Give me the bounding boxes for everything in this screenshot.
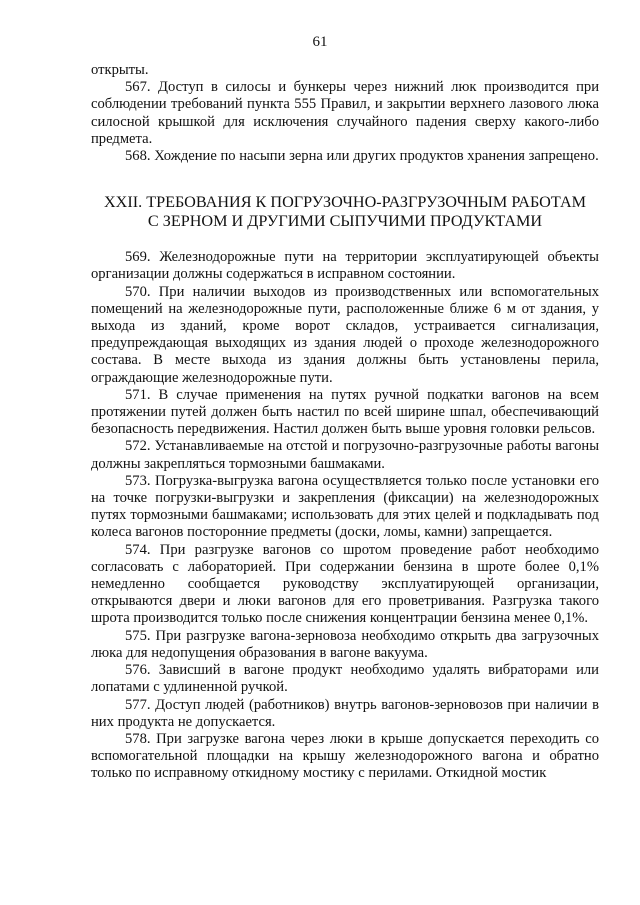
- paragraph-568: 568. Хождение по насыпи зерна или других продуктов хранения запрещено.: [125, 148, 599, 165]
- section-heading-line-2: С ЗЕРНОМ И ДРУГИМИ СЫПУЧИМИ ПРОДУКТАМИ: [147, 212, 543, 231]
- paragraph-573: 573. Погрузка-выгрузка вагона осуществляется только после установки его на точке погрузки-выгрузки и закрепления (фиксации) на железнодорожных путях тормозными башмаками; использовать для этих целей и подкладывать под колеса вагонов посторонние предметы (доски, ломы, камни) запрещается.: [91, 472, 599, 541]
- paragraph-574: 574. При разгрузке вагонов со шротом проведение работ необходимо согласовать с лабораторией. При содержании бензина в шроте более 0,1% немедленно сообщается руководству эксплуатирующей организации, открываются двери и люки вагонов для его проветривания. Разгрузка такого шрота производится только после снижения концентрации бензина менее 0,1%.: [91, 541, 599, 627]
- page-content: [91, 62, 599, 783]
- page-number: 61: [312, 34, 328, 50]
- paragraph-578: 578. При загрузке вагона через люки в крыше допускается переходить со вспомогательной площадки на крышу железнодорожного вагона и обратно только по исправному откидному мостику с перилами. Откидной мостик: [91, 730, 599, 782]
- paragraph-continued: открыты.: [91, 62, 149, 78]
- paragraph-572: 572. Устанавливаемые на отстой и погрузочно-разгрузочные работы вагоны должны закрепляться тормозными башмаками.: [91, 438, 599, 472]
- paragraph-576: 576. Зависший в вагоне продукт необходимо удалять вибраторами или лопатами с удлиненной ручкой.: [91, 662, 599, 696]
- paragraph-570: 570. При наличии выходов из производственных или вспомогательных помещений на железнодорожные пути, расположенные ближе 6 м от здания, у выхода из зданий, кроме ворот складов, устраивается сигнализация, предупреждающая выходящих из здания людей о проходе железнодорожного состава. В месте выхода из здания должны быть установлены перила, ограждающие железнодорожные пути.: [91, 283, 599, 386]
- paragraph-569: 569. Железнодорожные пути на территории эксплуатирующей объекты организации должны содержаться в исправном состоянии.: [91, 249, 599, 283]
- section-heading-line-1: XXII. ТРЕБОВАНИЯ К ПОГРУЗОЧНО-РАЗГРУЗОЧНЫМ РАБОТАМ: [103, 193, 587, 212]
- paragraph-567: 567. Доступ в силосы и бункеры через нижний люк производится при соблюдении требований пункта 555 Правил, и закрытии верхнего лазового люка силосной крышкой для исключения случайного падения сверху какого-либо предмета.: [91, 79, 599, 147]
- paragraph-575: 575. При разгрузке вагона-зерновоза необходимо открыть два загрузочных люка для недопущения образования в вагоне вакуума.: [91, 627, 599, 661]
- paragraph-577: 577. Доступ людей (работников) внутрь вагонов-зерновозов при наличии в них продукта не допускается.: [91, 696, 599, 730]
- section-heading: [91, 193, 599, 231]
- paragraph-571: 571. В случае применения на путях ручной подкатки вагонов на всем протяжении путей должен быть настил по всей ширине шпал, обеспечивающий безопасность передвижения. Настил должен быть выше уровня головки рельсов.: [91, 386, 599, 438]
